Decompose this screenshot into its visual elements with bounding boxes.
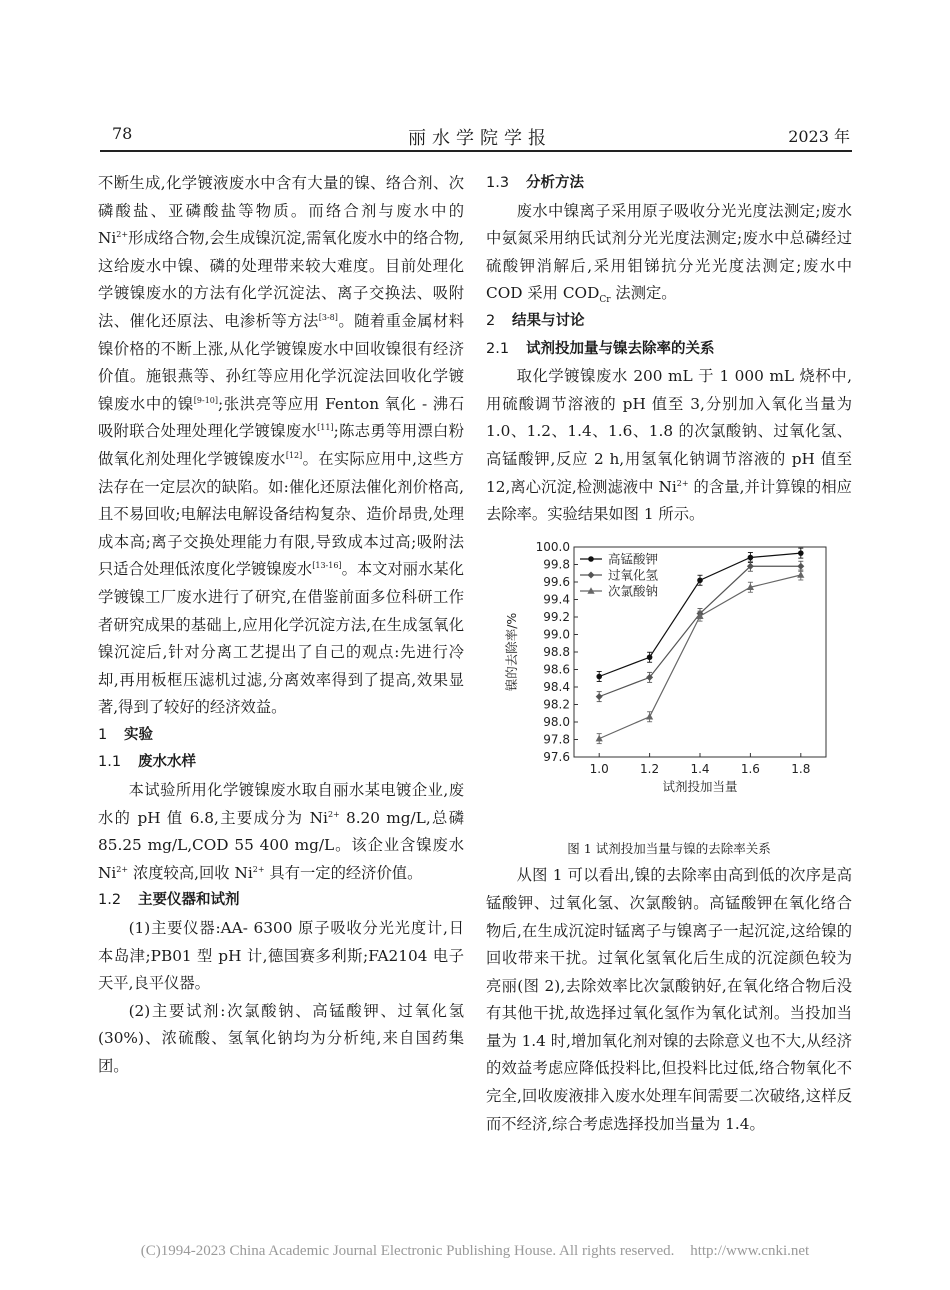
- figure-1: [486, 541, 852, 831]
- figure-caption: 图 1 试剂投加当量与镍的去除率关系: [567, 840, 771, 856]
- data-point: [647, 654, 653, 660]
- y-tick-label: 99.4: [543, 592, 570, 607]
- y-tick-label: 99.6: [543, 574, 570, 589]
- y-tick-label: 97.6: [543, 749, 570, 764]
- subsection-heading-methods: 1.3 分析方法: [486, 175, 584, 191]
- legend-marker: [588, 571, 595, 578]
- y-axis-label: 镍的去除率/%: [504, 612, 519, 692]
- copyright-text: (C)1994-2023 China Academic Journal Electronic Publishing House. All rights reserved.: [140, 1243, 675, 1259]
- journal-year: 2023 年: [788, 127, 850, 146]
- y-tick-label: 98.2: [543, 697, 570, 712]
- data-point: [596, 673, 602, 679]
- reagents-paragraph: (2)主要试剂:次氯酸钠、高锰酸钾、过氧化氢(30%)、浓硫酸、氢氧化钠均为分析纯,来自国药集团。: [98, 1001, 464, 1075]
- subsection-heading-sample: 1.1 废水水样: [98, 754, 196, 771]
- x-tick-label: 1.8: [791, 761, 811, 776]
- data-point: [748, 554, 754, 560]
- data-point: [798, 550, 804, 556]
- subsection-heading-dosage: 2.1 试剂投加量与镍去除率的关系: [486, 340, 715, 357]
- y-tick-label: 100.0: [535, 540, 570, 554]
- data-point: [646, 713, 653, 720]
- removal-rate-chart: [486, 541, 852, 831]
- section-heading-experiment: 1 实验: [98, 726, 153, 743]
- y-tick-label: 99.8: [543, 557, 570, 572]
- running-header: [110, 124, 850, 152]
- legend-marker: [588, 556, 594, 562]
- legend-label: 高锰酸钾: [608, 551, 659, 567]
- legend-label: 次氯酸钠: [608, 583, 659, 599]
- data-point: [596, 693, 603, 700]
- data-point: [697, 577, 703, 583]
- y-tick-label: 99.0: [543, 627, 570, 642]
- legend-label: 过氧化氢: [608, 567, 659, 583]
- left-column: [98, 170, 464, 1081]
- series-line-3: [599, 575, 801, 739]
- x-axis-label: 试剂投加当量: [662, 778, 738, 794]
- cnki-url: http://www.cnki.net: [690, 1243, 810, 1259]
- intro-paragraph: 不断生成,化学镀液废水中含有大量的镍、络合剂、次磷酸盐、亚磷酸盐等物质。而络合剂与废水中的 $Ni^{2+}$形成络合物,会生成镍沉淀,需氧化废水中的络合物,这给废水中镍、磷的处理带来较大难度。目前处理化学镀镍废水的方法有化学沉淀法、离子交换法、吸附法、催化还原法、电渗析等方法[3-8]。随着重金属材料镍价格的不断上涨,从化学镀镍废水中回收镍很有经济价值。施银燕等、孙红等应用化学沉淀法回收化学镀镍废水中的镍[9-10];张洪亮等应用 Fenton 氧化 - 沸石吸附联合处理处理化学镀镍废水[11];陈志勇等用漂白粉做氧化剂处理化学镀镍废水[12]。在实际应用中,这些方法存在一定层次的缺陷。如:催化还原法催化剂价格高,且不易回收;电解法电解设备结构复杂、造价昂贵,处理成本高;离子交换处理能力有限,导致成本过高;吸附法只适合处理低浓度化学镀镍废水[13-16]。本文对丽水某化学镀镍工厂废水进行了研究,在借鉴前面多位科研工作者研究成果的基础上,应用化学沉淀方法,在生成氢氧化镍沉淀后,针对分离工艺提出了自己的观点:先进行冷却,再用板框压滤机过滤,分离效率得到了提高,效果显著,得到了较好的经济效益。: [98, 174, 464, 717]
- x-tick-label: 1.0: [589, 761, 609, 776]
- x-tick-label: 1.6: [740, 761, 760, 776]
- page-number: 78: [112, 124, 133, 143]
- section-heading-results: 2 结果与讨论: [486, 312, 585, 329]
- data-point: [797, 562, 804, 569]
- methods-paragraph: 废水中镍离子采用原子吸收分光光度法测定;废水中氨氮采用纳氏试剂分光光度法测定;废水中总磷经过硫酸钾消解后,采用钼锑抗分光光度法测定;废水中 COD 采用 $COD_{Cr}$ 法测定。: [486, 201, 852, 306]
- subsection-heading-instruments: 1.2 主要仪器和试剂: [98, 892, 240, 909]
- journal-title: 丽水学院学报: [408, 128, 552, 149]
- y-tick-label: 97.8: [543, 732, 570, 747]
- right-column: [486, 170, 852, 1138]
- sample-paragraph: 本试验所用化学镀镍废水取自丽水某电镀企业,废水的 pH 值 6.8,主要成分为 $Ni^{2+}$ 8.20 mg/L,总磷 85.25 mg/L,COD 55 400 mg/L。该企业含镍废水 $Ni^{2+}$ 浓度较高,回收 $Ni^{2+}$ 具有一定的经济价值。: [98, 781, 464, 882]
- x-tick-label: 1.4: [690, 761, 710, 776]
- y-tick-label: 98.0: [543, 714, 570, 729]
- copyright-footer: [0, 1243, 950, 1260]
- discussion-paragraph: 从图 1 可以看出,镍的去除率由高到低的次序是高锰酸钾、过氧化氢、次氯酸钠。高锰酸钾在氧化络合物后,在生成沉淀时锰离子与镍离子一起沉淀,这给镍的回收带来干扰。过氧化氢氧化后生成的沉淀颜色较为亮丽(图 2),去除效率比次氯酸钠好,在氧化络合物后没有其他干扰,故选择过氧化氢作为氧化试剂。当投加当量为 1.4 时,增加氧化剂对镍的去除意义也不大,从经济的效益考虑应降低投料比,但投料比过低,络合物氧化不完全,回收废液排入废水处理车间需要二次破络,这样反而不经济,综合考虑选择投加当量为 1.4。: [486, 866, 852, 1133]
- y-tick-label: 99.2: [543, 609, 570, 624]
- x-tick-label: 1.2: [640, 761, 660, 776]
- y-tick-label: 98.8: [543, 644, 570, 659]
- y-tick-label: 98.6: [543, 662, 570, 677]
- data-point: [797, 571, 804, 578]
- y-tick-label: 98.4: [543, 679, 570, 694]
- instruments-paragraph: (1)主要仪器:AA- 6300 原子吸收分光光度计,日本岛津;PB01 型 pH 计,德国赛多利斯;FA2104 电子天平,良平仪器。: [98, 919, 464, 993]
- header-rule: [100, 150, 852, 152]
- dosage-paragraph: 取化学镀镍废水 200 mL 于 1 000 mL 烧杯中,用硫酸调节溶液的 pH 值至 3,分别加入氧化当量为 1.0、1.2、1.4、1.6、1.8 的次氯酸钠、过氧化氢、高锰酸钾,反应 2 h,用氢氧化钠调节溶液的 pH 值至 12,离心沉淀,检测滤液中 $Ni^{2+}$ 的含量,并计算镍的相应去除率。实验结果如图 1 所示。: [486, 367, 852, 524]
